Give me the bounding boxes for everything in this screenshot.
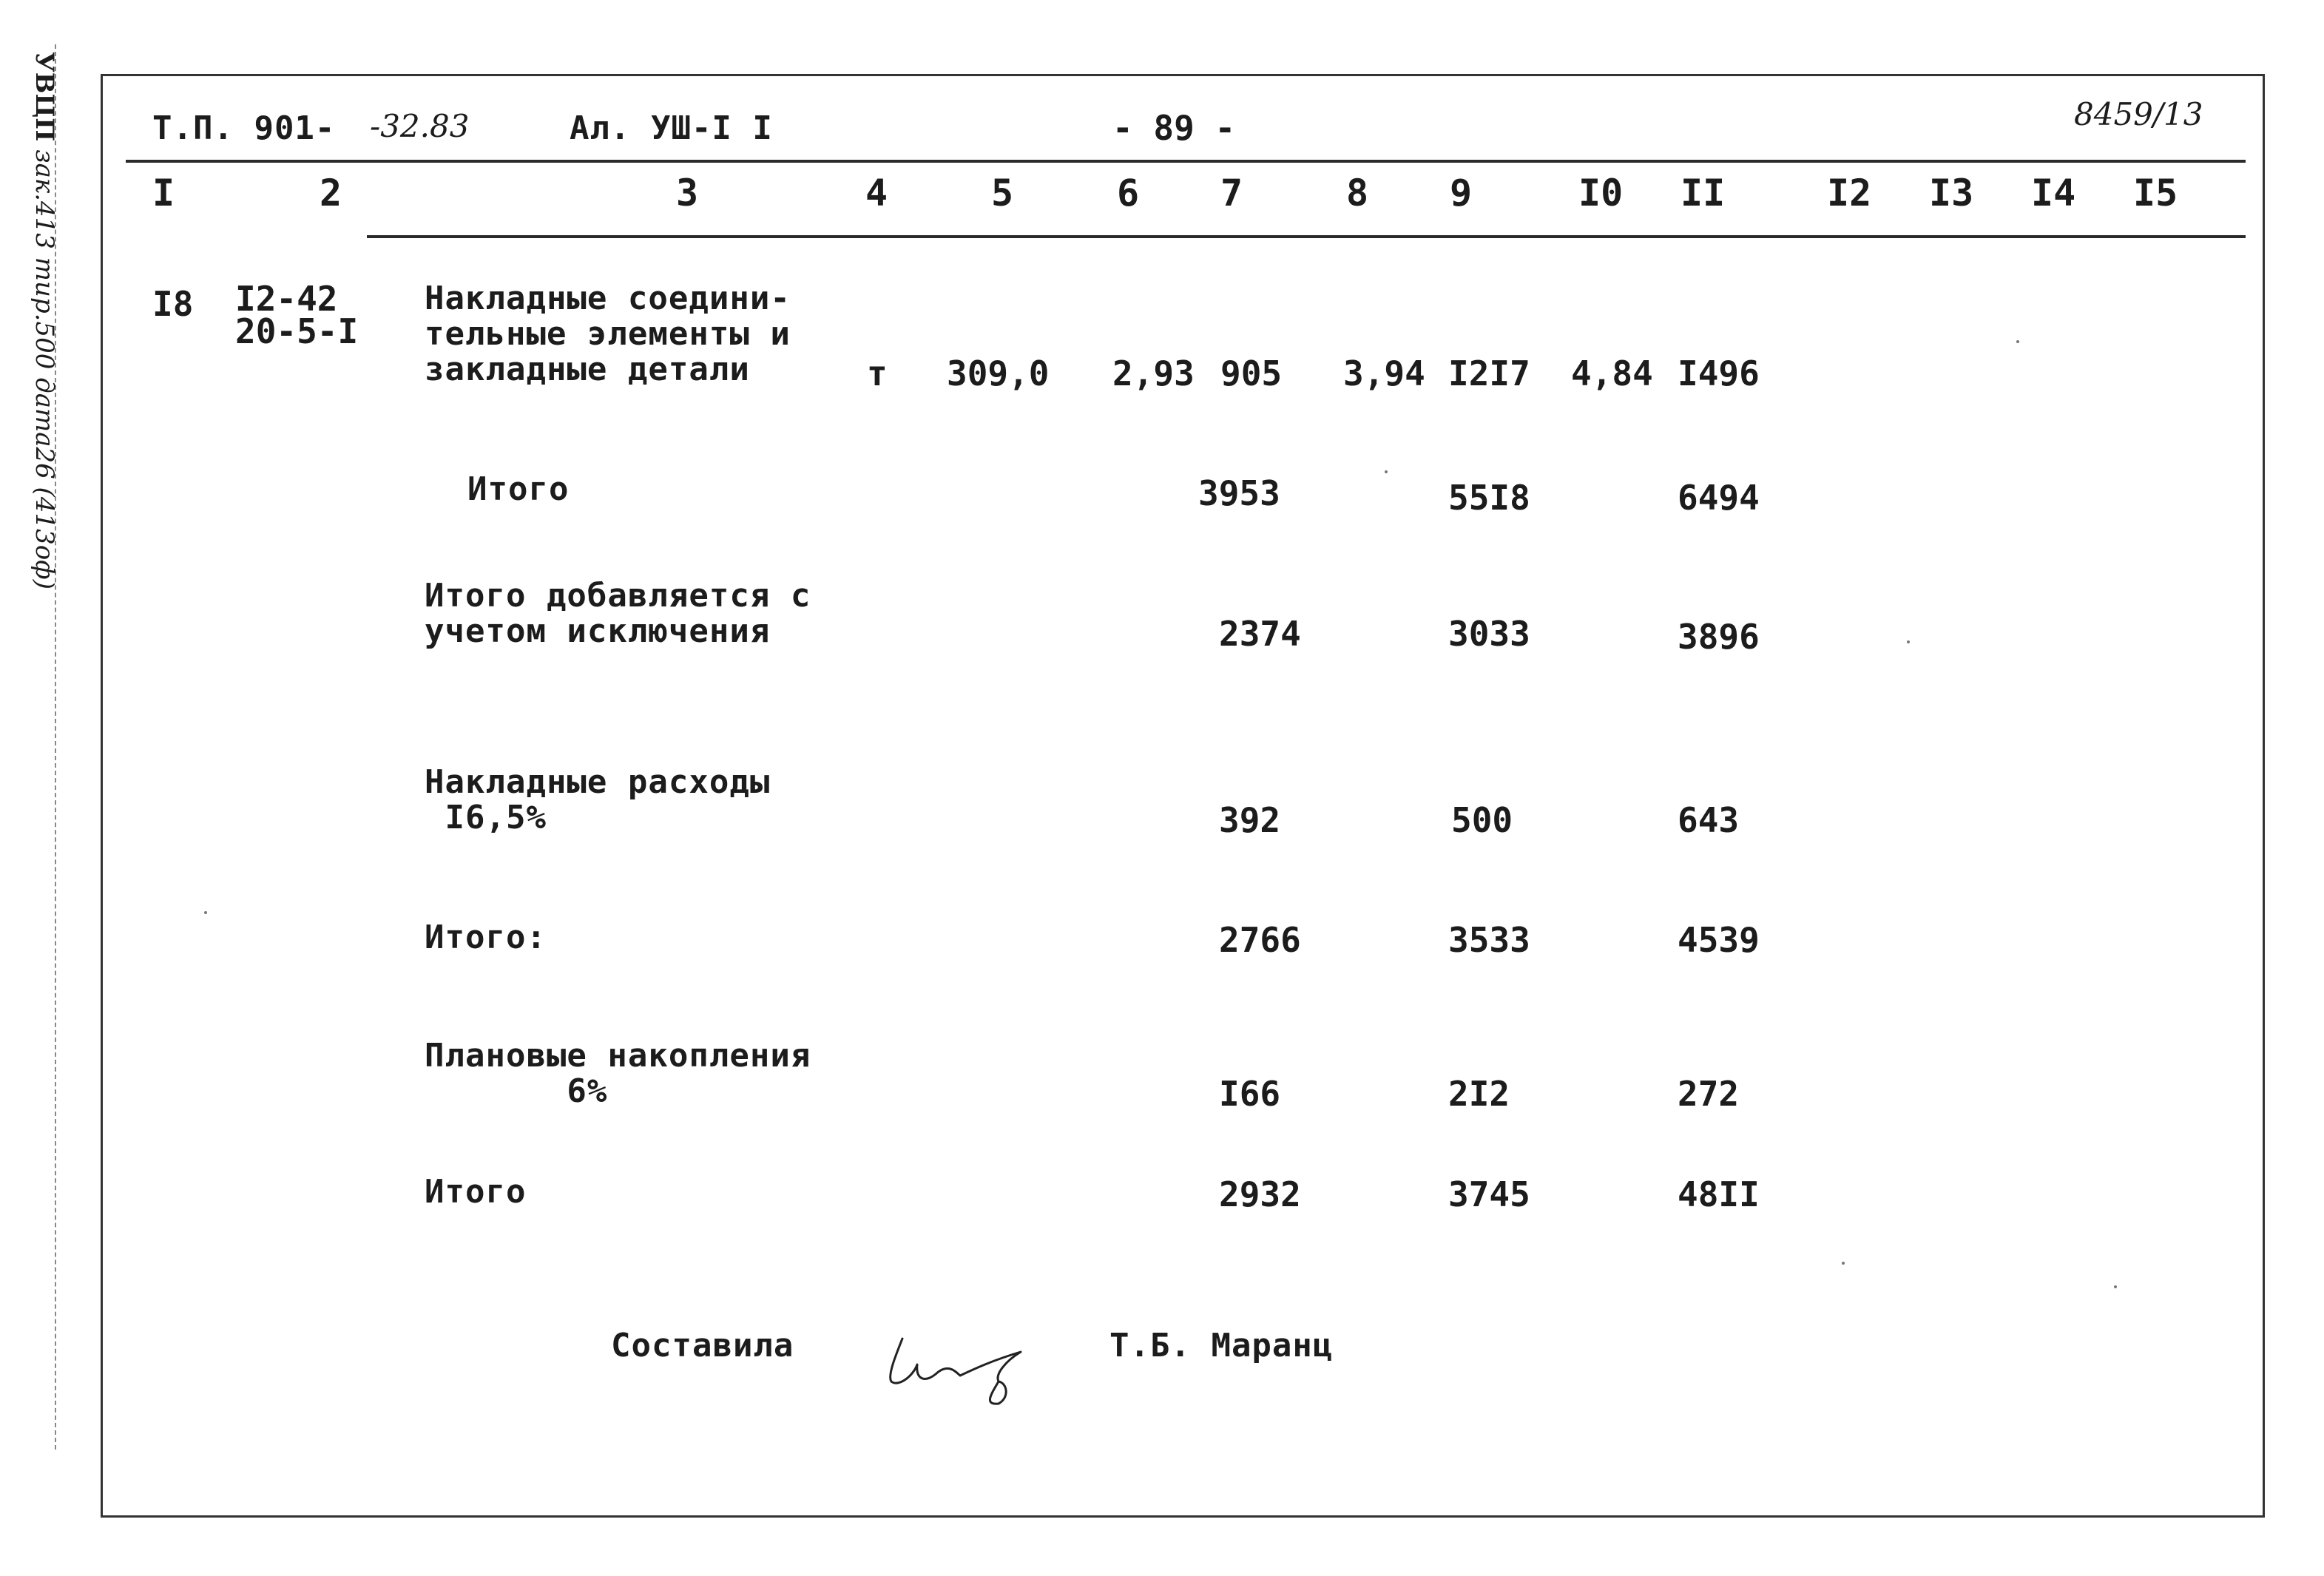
reference-number: 8459/13 [2074,96,2203,132]
row-label: Плановые накопления 6% [425,1037,811,1110]
page-number: - 89 - [1112,108,1236,148]
row-label: Итого добавляется с учетом исключения [425,577,811,650]
col-header-5: 5 [991,172,1014,214]
row-label: Итого [467,470,570,508]
col-header-12: I2 [1827,172,1872,214]
tp-number: -32.83 [370,108,470,144]
row-col7: 2932 [1219,1174,1301,1214]
scan-speck [2114,1285,2117,1288]
row-col9: 3033 [1448,614,1530,654]
col-header-11: II [1680,172,1726,214]
col-header-1: I [152,172,175,214]
row-col9: 2I2 [1448,1074,1510,1114]
row-col7: 2374 [1219,614,1301,654]
item-col7: 905 [1220,354,1283,393]
row-label: Итого [425,1173,527,1211]
compiled-by-label: Составила [611,1327,794,1364]
row-col11: 6494 [1678,478,1760,518]
item-col6: 2,93 [1112,354,1195,393]
col-header-9: 9 [1450,172,1473,214]
row-label: Итого: [425,919,547,956]
row-col11: 4539 [1678,920,1760,960]
row-col11: 643 [1678,800,1740,840]
item-quantity: 309,0 [947,354,1050,393]
col-header-7: 7 [1220,172,1243,214]
item-name: Накладные соедини- тельные элементы и закладные детали [425,280,791,388]
item-col9: I2I7 [1448,354,1530,393]
row-col11: 272 [1678,1074,1740,1114]
item-col8: 3,94 [1343,354,1425,393]
col-header-6: 6 [1117,172,1140,214]
column-header-rule [367,235,2246,238]
row-col9: 500 [1451,800,1513,840]
row-col7: 3953 [1198,473,1280,513]
row-col9: 3745 [1448,1174,1530,1214]
margin-stamp-code: УВЦП [30,52,59,142]
col-header-4: 4 [865,172,888,214]
margin-stamp-text: зак.413 тир.500 дата26 (413оф) [30,149,59,590]
col-header-15: I5 [2133,172,2178,214]
col-header-2: 2 [320,172,342,214]
col-header-3: 3 [676,172,699,214]
col-header-8: 8 [1346,172,1369,214]
row-col7: 392 [1219,800,1281,840]
row-col11: 48II [1678,1174,1760,1214]
row-col11: 3896 [1678,617,1760,657]
scan-speck [1385,470,1388,473]
row-col7: 2766 [1219,920,1301,960]
scan-speck [2016,340,2019,343]
signature [873,1287,1095,1420]
row-col7: I66 [1219,1074,1281,1114]
album-label: Ал. УШ-I I [570,109,773,147]
header-rule [126,160,2246,163]
margin-stamp [30,52,59,589]
col-header-10: I0 [1578,172,1624,214]
col-header-14: I4 [2031,172,2076,214]
item-number: I8 [152,284,194,324]
item-col11: I496 [1678,354,1760,393]
item-col10: 4,84 [1571,354,1653,393]
col-header-13: I3 [1929,172,1974,214]
row-col9: 3533 [1448,920,1530,960]
scan-speck [1842,1262,1845,1265]
scan-speck [204,911,207,914]
row-label: Накладные расходы I6,5% [425,763,771,836]
item-code: I2-42 20-5-I [235,279,359,351]
row-col9: 55I8 [1448,478,1530,518]
tp-prefix: Т.П. 901- [152,109,336,147]
compiler-name: Т.Б. Маранц [1109,1327,1334,1364]
item-unit: т [867,354,888,393]
scan-speck [1907,640,1910,643]
